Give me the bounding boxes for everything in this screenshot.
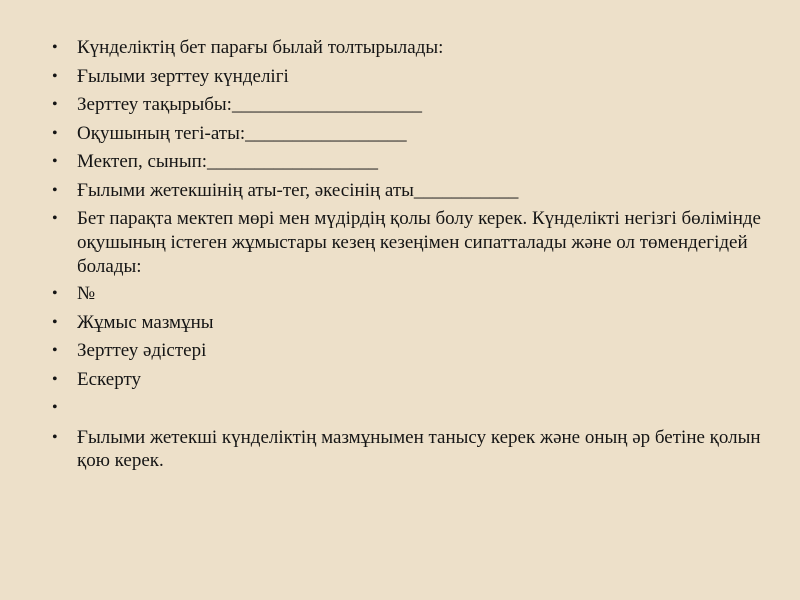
bullet-item <box>52 36 772 60</box>
bullet-icon: • <box>52 342 58 359</box>
bullet-item <box>52 122 772 146</box>
bullet-icon: • <box>52 39 58 56</box>
bullet-text: Ғылыми жетекшінің аты-тег, әкесінің аты___________ <box>77 179 519 201</box>
bullet-icon: • <box>52 96 58 113</box>
bullet-text <box>77 396 772 420</box>
bullet-icon: • <box>52 285 58 302</box>
bullet-text: Ескерту <box>77 368 142 390</box>
bullet-item <box>52 311 772 335</box>
bullet-item <box>52 396 772 420</box>
bullet-text: Бет парақта мектеп мөрі мен мүдірдің қолы болу керек. Күнделікті негізгі бөлімінде оқушының істеген жұмыстары кезең кезеңімен сипатталады және ол төмендегідей болады: <box>77 208 761 277</box>
bullet-icon: • <box>52 428 58 446</box>
bullet-text: Ғылыми жетекші күнделіктің мазмұнымен танысу керек және оның әр бетіне қолын қою керек. <box>77 426 761 471</box>
bullet-icon: • <box>52 399 58 416</box>
bullet-text: Оқушының тегі-аты:_________________ <box>77 122 407 144</box>
bullet-item <box>52 93 772 117</box>
bullet-item <box>52 207 772 279</box>
bullet-list <box>52 36 772 478</box>
bullet-icon: • <box>52 124 58 142</box>
bullet-icon: • <box>52 153 58 170</box>
bullet-text: Мектеп, сынып:__________________ <box>77 151 379 172</box>
bullet-text: Зерттеу әдістері <box>77 340 207 361</box>
bullet-icon: • <box>52 370 58 388</box>
bullet-text: Күнделіктің бет парағы былай толтырылады: <box>77 37 444 58</box>
bullet-icon: • <box>52 210 58 227</box>
bullet-item <box>52 339 772 363</box>
bullet-item <box>52 368 772 392</box>
bullet-item <box>52 282 772 306</box>
bullet-text: Ғылыми зерттеу күнделігі <box>77 65 289 87</box>
bullet-text: Жұмыс мазмұны <box>77 311 214 333</box>
bullet-icon: • <box>52 67 58 85</box>
bullet-text: № <box>77 283 96 304</box>
bullet-item <box>52 426 772 473</box>
bullet-icon: • <box>52 313 58 331</box>
bullet-item <box>52 150 772 174</box>
bullet-text: Зерттеу тақырыбы:____________________ <box>77 94 422 115</box>
bullet-item <box>52 65 772 89</box>
bullet-item <box>52 179 772 203</box>
bullet-icon: • <box>52 181 58 199</box>
